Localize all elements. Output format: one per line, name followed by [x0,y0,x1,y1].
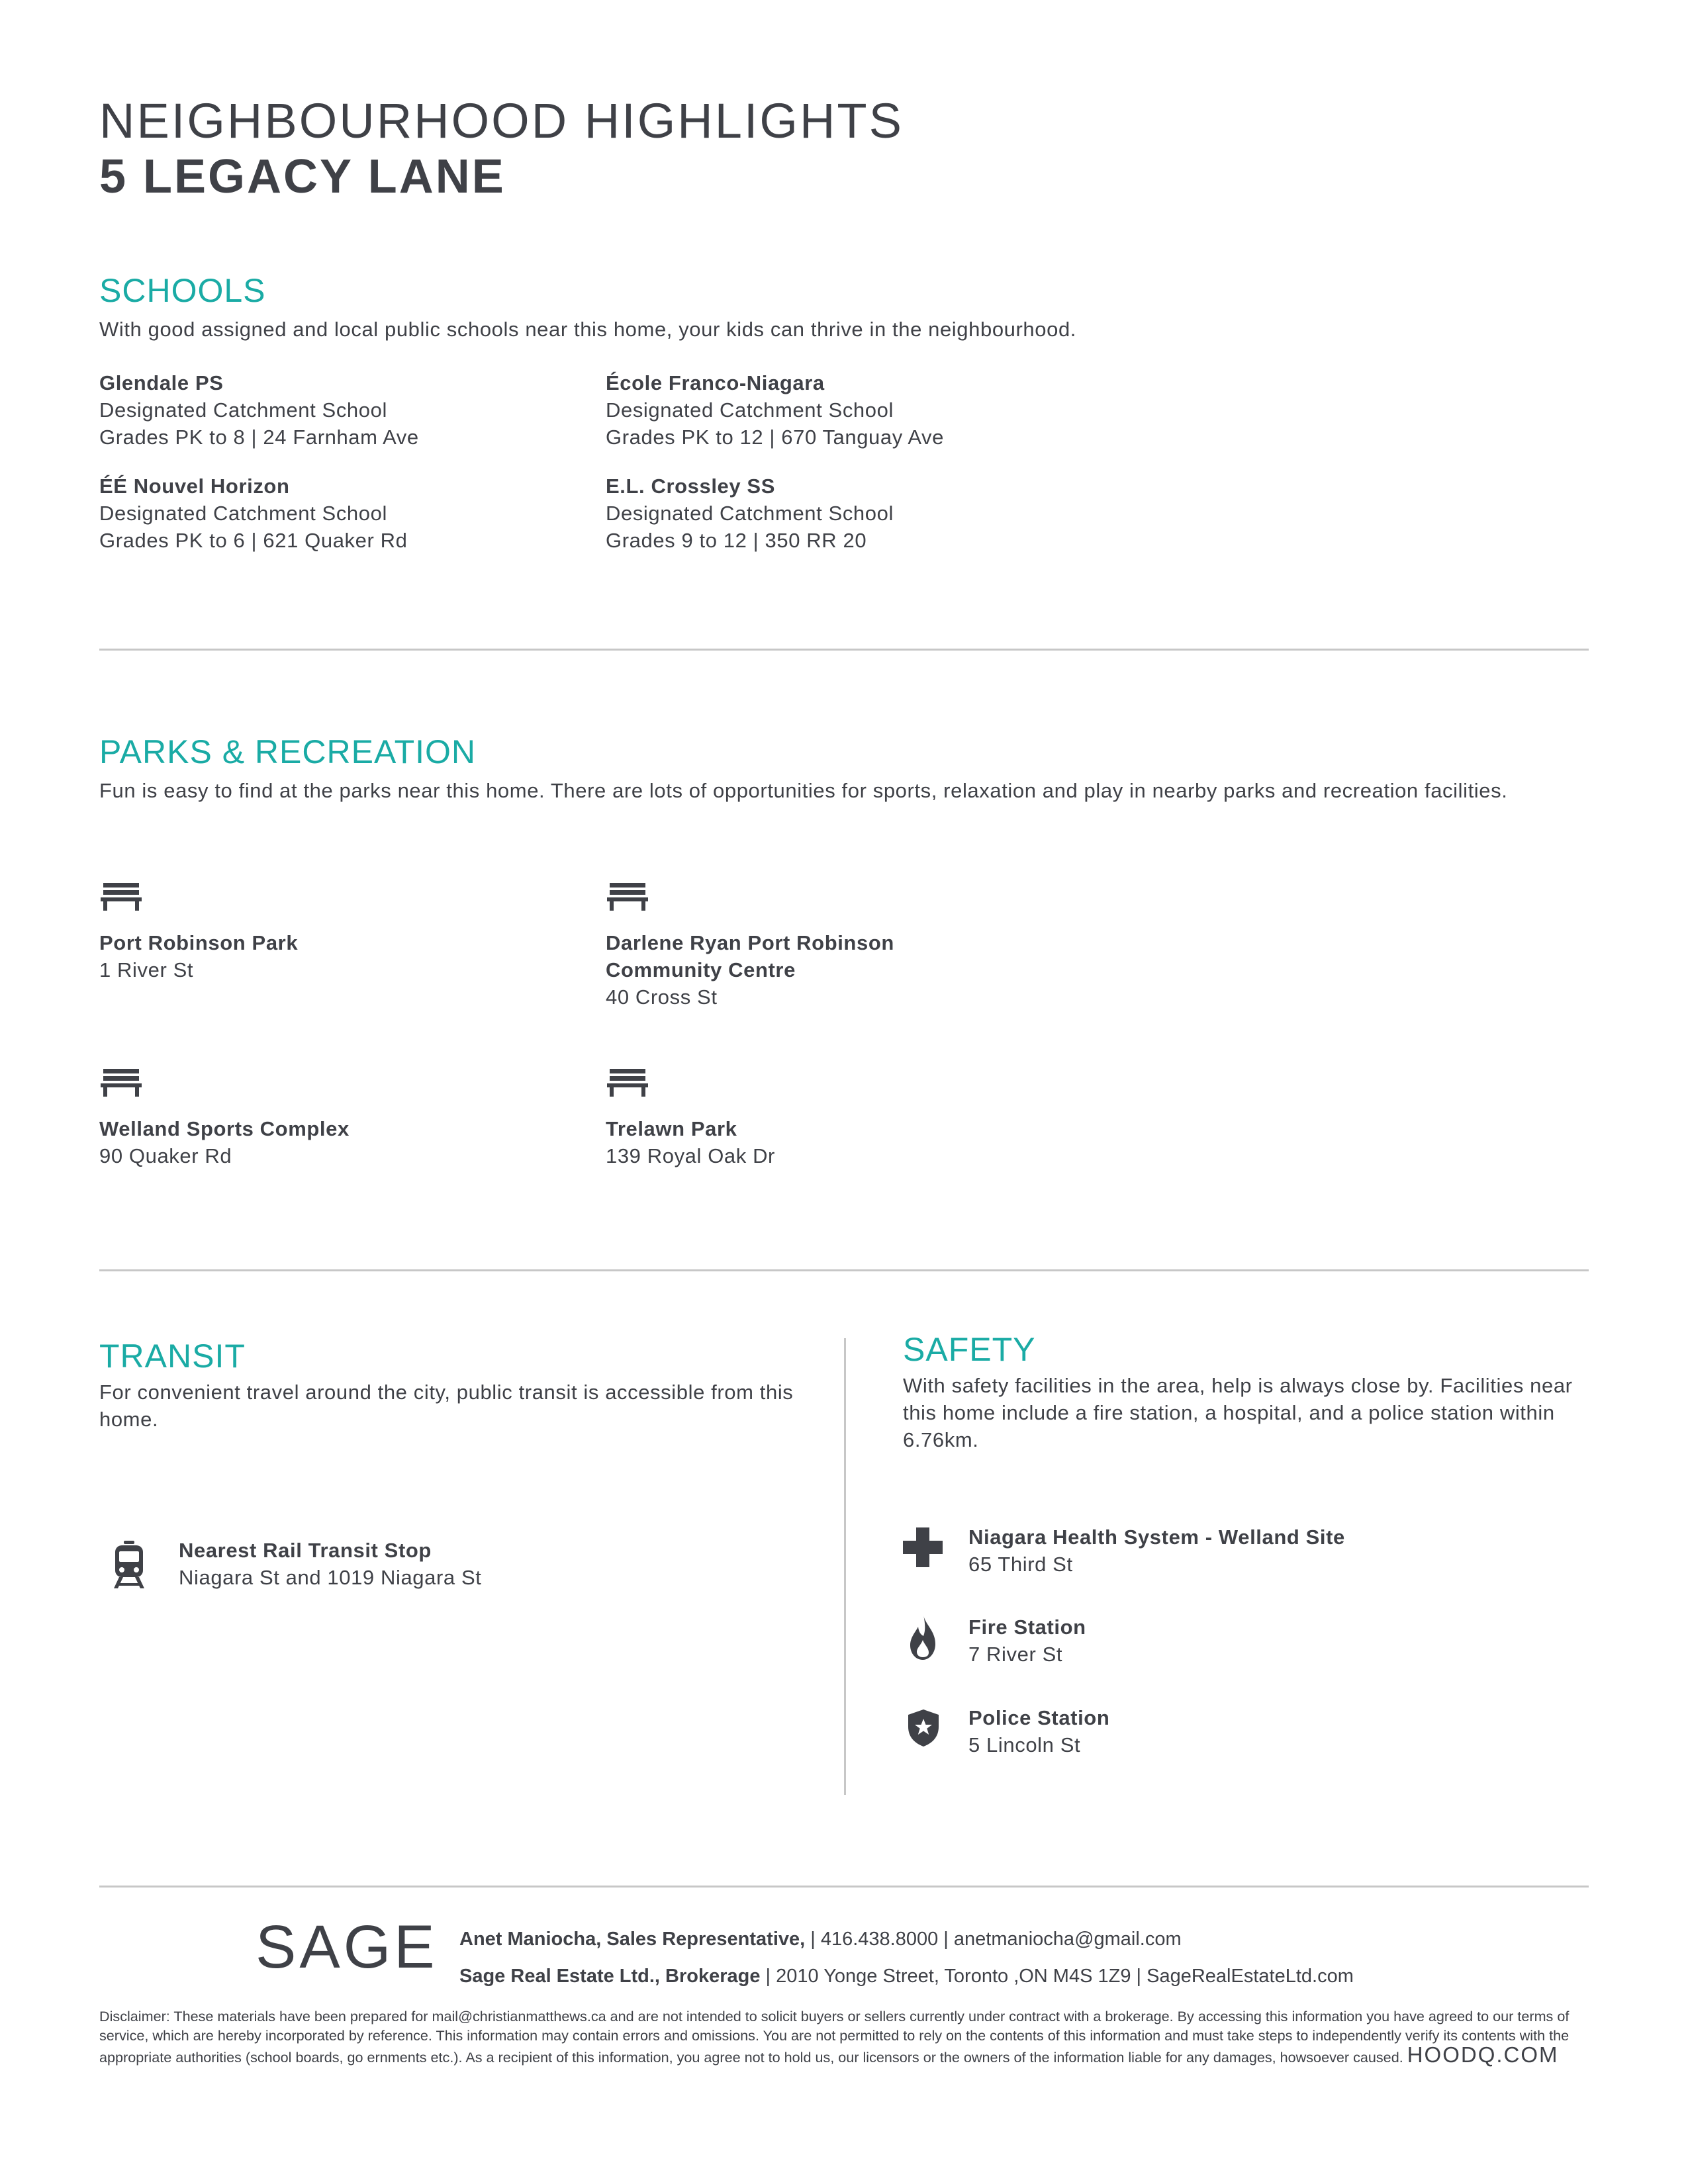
school-item [99,369,563,451]
safety-address: 5 Lincoln St [968,1733,1081,1756]
school-name: ÉÉ Nouvel Horizon [99,475,290,498]
agent-name: Anet Maniocha, Sales Representative, [459,1929,806,1950]
parks-intro: Fun is easy to find at the parks near this home. There are lots of opportunities for sports, relaxation and play in nearby parks and recreation facilities. [99,779,1508,802]
school-details: Grades 9 to 12 | 350 RR 20 [606,529,867,552]
park-item [99,929,563,983]
park-name: Trelawn Park [606,1117,737,1140]
bench-icon [607,1069,648,1097]
hoodq-link[interactable]: HOODQ.COM [1407,2042,1559,2067]
park-address: 1 River St [99,958,194,981]
safety-address: 65 Third St [968,1553,1073,1576]
agent-contact-line [459,1926,1182,1952]
disclaimer-text: Disclaimer: These materials have been prepared for mail@christianmatthews.ca and are not intended to solicit buyers or sellers currently under contract with a brokerage. By accessing this information you have agreed to our terms of service, which are hereby incorporated by reference. This information may contain errors and omissions. You are not permitted to rely on the contents of this information and must take steps to independently verify its contents with the appropriate authorities (school boards, go ernments etc.). As a recipient of this information, you agree not to hold us, our licensors or the owners of the information liable for any damages, howsoever caused. [99,2008,1570,2066]
school-details: Grades PK to 6 | 621 Quaker Rd [99,529,408,552]
page-title: NEIGHBOURHOOD HIGHLIGHTS [99,93,904,148]
brokerage-contact: | 2010 Yonge Street, Toronto ,ON M4S 1Z9 | SageRealEstateLtd.com [760,1966,1354,1987]
park-item [99,1115,563,1169]
school-name: E.L. Crossley SS [606,475,775,498]
bench-icon [101,883,142,911]
agent-contact: | 416.438.8000 | anetmaniocha@gmail.com [805,1929,1182,1950]
safety-item [968,1614,1591,1668]
school-type: Designated Catchment School [99,398,387,422]
safety-item [968,1704,1591,1758]
park-name: Port Robinson Park [99,931,299,954]
hospital-cross-icon [903,1527,943,1567]
school-type: Designated Catchment School [99,502,387,525]
property-address: 5 LEGACY LANE [99,150,506,203]
transit-intro: For convenient travel around the city, public transit is accessible from this home. [99,1381,794,1431]
footer-divider [99,1886,1589,1888]
school-item [606,473,1135,554]
transit-name: Nearest Rail Transit Stop [179,1539,432,1562]
police-badge-icon [908,1709,939,1747]
transit-item [179,1537,774,1591]
park-item [606,929,1135,1011]
sage-logo: SAGE [256,1913,438,1981]
park-address: 90 Quaker Rd [99,1144,232,1167]
bench-icon [607,883,648,911]
safety-name: Police Station [968,1706,1110,1729]
bench-icon [101,1069,142,1097]
school-details: Grades PK to 8 | 24 Farnham Ave [99,426,419,449]
column-divider [844,1338,846,1795]
school-name: École Franco-Niagara [606,371,825,394]
train-icon [114,1541,144,1588]
safety-name: Fire Station [968,1615,1086,1639]
park-name: Welland Sports Complex [99,1117,350,1140]
park-name: Darlene Ryan Port Robinson [606,931,894,954]
schools-heading: SCHOOLS [99,272,266,309]
transit-heading: TRANSIT [99,1338,246,1375]
flame-icon [909,1615,937,1660]
park-address: 139 Royal Oak Dr [606,1144,775,1167]
safety-address: 7 River St [968,1643,1063,1666]
school-type: Designated Catchment School [606,502,894,525]
school-details: Grades PK to 12 | 670 Tanguay Ave [606,426,945,449]
school-item [99,473,563,554]
park-address: 40 Cross St [606,985,718,1009]
section-divider [99,649,1589,651]
transit-address: Niagara St and 1019 Niagara St [179,1566,482,1589]
park-name-line2: Community Centre [606,958,796,981]
brokerage-contact-line [459,1963,1354,1989]
parks-heading: PARKS & RECREATION [99,733,477,770]
brokerage-name: Sage Real Estate Ltd., Brokerage [459,1966,761,1987]
section-divider [99,1269,1589,1271]
school-item [606,369,1135,451]
schools-intro: With good assigned and local public schools near this home, your kids can thrive in the neighbourhood. [99,318,1076,341]
safety-item [968,1524,1591,1578]
safety-intro: With safety facilities in the area, help is always close by. Facilities near this home include a fire station, a hospital, and a police station within 6.76km. [903,1374,1573,1451]
park-item [606,1115,1135,1169]
safety-heading: SAFETY [903,1331,1036,1368]
school-name: Glendale PS [99,371,224,394]
disclaimer [99,2007,1589,2067]
school-type: Designated Catchment School [606,398,894,422]
safety-name: Niagara Health System - Welland Site [968,1525,1345,1549]
